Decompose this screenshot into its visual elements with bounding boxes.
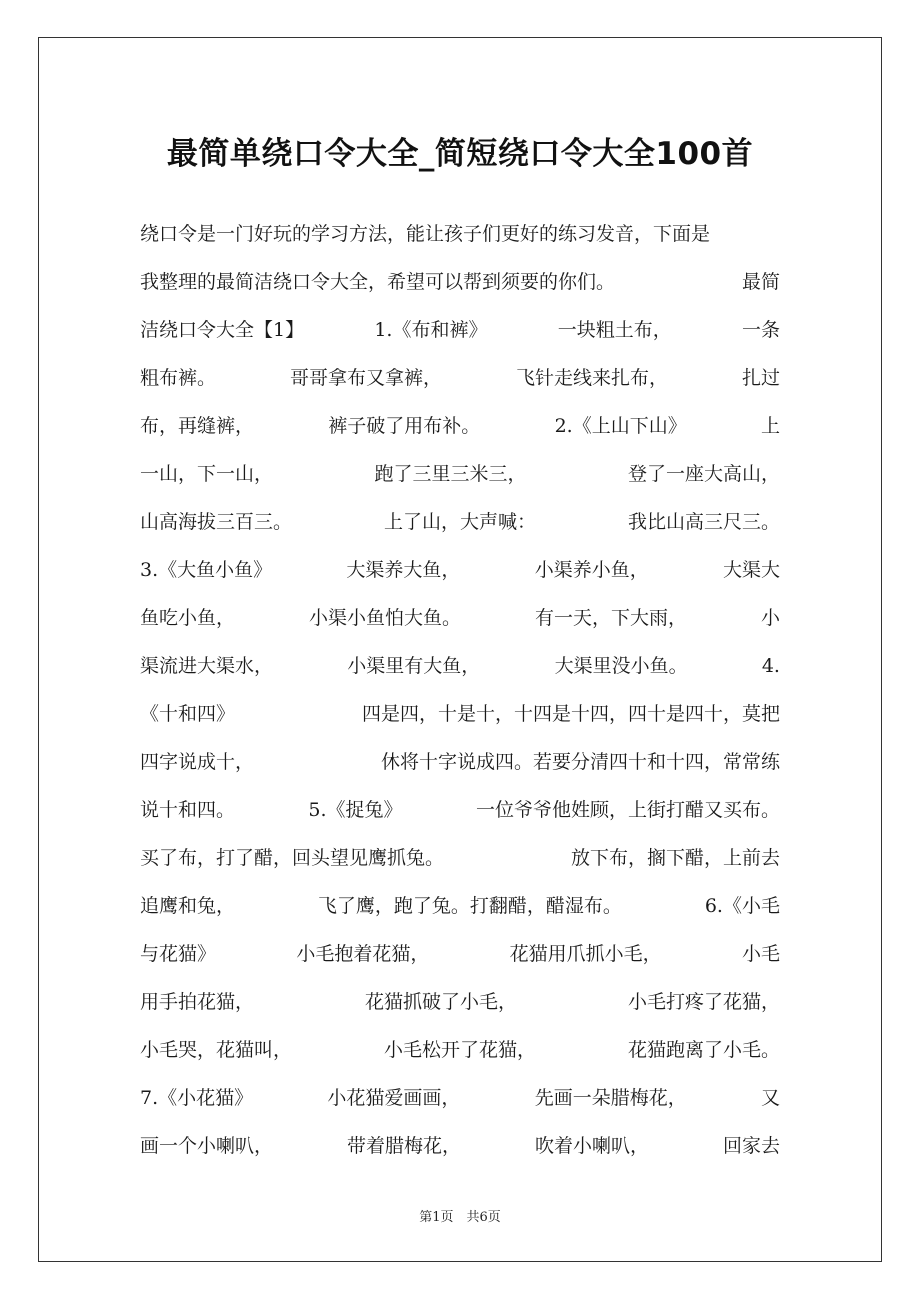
text-segment: 小毛松开了花猫， [383, 1039, 536, 1061]
text-segment: 绕口令是一门好玩的学习方法，能让孩子们更好的练习发音，下面是 [140, 223, 711, 245]
text-segment: 飞针走线来扎布， [515, 367, 668, 389]
text-segment: 小毛哭，花猫叫， [140, 1039, 293, 1061]
text-segment: 布，再缝裤， [140, 415, 255, 437]
text-line [140, 738, 780, 786]
text-segment: 小渠养小鱼， [534, 559, 649, 581]
text-segment: 吹着小喇叭， [534, 1135, 649, 1157]
text-line [140, 258, 780, 306]
text-segment: 花猫跑离了小毛。 [627, 1039, 780, 1061]
text-segment: 小渠小鱼怕大鱼。 [308, 607, 461, 629]
text-segment: 扎过 [741, 367, 780, 389]
text-line [140, 1122, 780, 1170]
text-segment: 小渠里有大鱼， [347, 655, 481, 677]
text-segment: 洁绕口令大全【1】 [140, 319, 305, 341]
text-line [140, 594, 780, 642]
text-segment: 登了一座大高山， [627, 463, 780, 485]
text-line [140, 690, 780, 738]
text-segment: 我整理的最简洁绕口令大全，希望可以帮到须要的你们。 [140, 271, 616, 293]
text-segment: 花猫用爪抓小毛， [509, 943, 662, 965]
text-line [140, 498, 780, 546]
text-segment: 带着腊梅花， [346, 1135, 461, 1157]
text-segment: 买了布，打了醋，回头望见鹰抓兔。 [140, 847, 445, 869]
text-line [140, 210, 780, 258]
text-line [140, 978, 780, 1026]
text-segment: 一条 [741, 319, 780, 341]
text-line [140, 450, 780, 498]
text-segment: 哥哥拿布又拿裤， [289, 367, 442, 389]
text-segment: 小毛抱着花猫， [296, 943, 430, 965]
text-segment: 大渠里没小鱼。 [554, 655, 688, 677]
page-footer: 第1页 共6页 [419, 1210, 501, 1225]
text-segment: 画一个小喇叭， [140, 1135, 274, 1157]
text-line [140, 1026, 780, 1074]
body-text [140, 210, 780, 1170]
text-segment: 与花猫》 [140, 943, 217, 965]
text-line [140, 354, 780, 402]
text-line [140, 1074, 780, 1122]
text-segment: 一块粗土布， [557, 319, 672, 341]
text-segment: 大渠养大鱼， [346, 559, 461, 581]
text-segment: 休将十字说成四。若要分清四十和十四，常常练 [380, 751, 780, 773]
text-segment: 用手拍花猫， [140, 991, 255, 1013]
text-segment: 5.《捉兔》 [308, 799, 403, 821]
text-segment: 渠流进大渠水， [140, 655, 274, 677]
text-segment: 一位爷爷他姓顾，上街打醋又买布。 [475, 799, 780, 821]
text-segment: 6.《小毛 [704, 895, 780, 917]
text-line [140, 402, 780, 450]
text-segment: 上了山，大声喊： [383, 511, 536, 533]
text-segment: 2.《上山下山》 [554, 415, 687, 437]
text-segment: 回家去 [722, 1135, 780, 1157]
text-segment: 7.《小花猫》 [140, 1087, 254, 1109]
text-segment: 最简 [741, 271, 780, 293]
text-segment: 鱼吃小鱼， [140, 607, 236, 629]
text-segment: 放下布，搁下醋，上前去 [570, 847, 780, 869]
text-segment: 小花猫爱画画， [327, 1087, 461, 1109]
text-segment: 跑了三里三米三， [374, 463, 527, 485]
text-segment: 4. [761, 655, 780, 677]
text-line [140, 834, 780, 882]
text-line [140, 882, 780, 930]
text-segment: 上 [760, 415, 780, 437]
text-segment: 说十和四。 [140, 799, 236, 821]
text-segment: 山高海拔三百三。 [140, 511, 293, 533]
text-segment: 一山，下一山， [140, 463, 274, 485]
text-segment: 3.《大鱼小鱼》 [140, 559, 273, 581]
text-segment: 又 [760, 1087, 780, 1109]
text-segment: 四字说成十， [140, 751, 255, 773]
text-segment: 《十和四》 [140, 703, 236, 725]
text-segment: 大渠大 [722, 559, 780, 581]
text-segment: 飞了鹰，跑了兔。打翻醋，醋湿布。 [317, 895, 622, 917]
text-segment: 我比山高三尺三。 [627, 511, 780, 533]
text-segment: 四是四，十是十，十四是十四，四十是四十，莫把 [361, 703, 780, 725]
text-segment: 有一天，下大雨， [534, 607, 687, 629]
text-line [140, 930, 780, 978]
text-segment: 小毛打疼了花猫， [627, 991, 780, 1013]
text-line [140, 642, 780, 690]
text-line [140, 786, 780, 834]
document-title: 最简单绕口令大全_简短绕口令大全100首 [166, 136, 754, 172]
text-segment: 小 [760, 607, 780, 629]
text-line [140, 306, 780, 354]
text-segment: 1.《布和裤》 [374, 319, 488, 341]
text-segment: 花猫抓破了小毛， [364, 991, 517, 1013]
text-segment: 追鹰和兔， [140, 895, 236, 917]
text-segment: 裤子破了用布补。 [328, 415, 481, 437]
text-segment: 小毛 [741, 943, 780, 965]
text-segment: 先画一朵腊梅花， [534, 1087, 687, 1109]
text-segment: 粗布裤。 [140, 367, 217, 389]
text-line [140, 546, 780, 594]
